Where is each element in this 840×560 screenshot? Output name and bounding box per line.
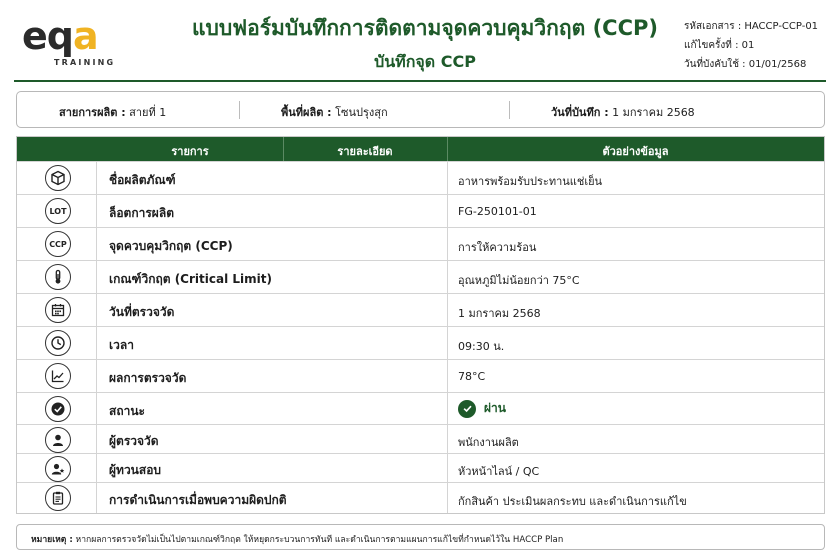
table-row [17, 326, 824, 359]
production-area-label: พื้นที่ผลิต : [281, 106, 332, 119]
box-icon [45, 165, 71, 191]
remark-box [16, 524, 825, 550]
record-date-info [551, 103, 695, 121]
status-value: ผ่าน [484, 401, 506, 415]
production-line-info [59, 103, 166, 121]
record-date-label: วันที่บันทึก : [551, 106, 609, 119]
production-line-label: สายการผลิต : [59, 106, 126, 119]
row-label: เกณฑ์วิกฤต (Critical Limit) [109, 272, 272, 286]
table-row [17, 424, 824, 453]
check-circle-icon [45, 396, 71, 422]
table-row [17, 453, 824, 482]
ccp-record-table [16, 136, 825, 514]
row-value: อุณหภูมิไม่น้อยกว่า 75°C [458, 274, 580, 287]
page-subtitle: บันทึกจุด CCP [374, 52, 476, 71]
logo-subtitle: TRAINING [54, 58, 116, 67]
info-divider [509, 101, 510, 119]
logo-word: eq [22, 14, 73, 58]
row-label: จุดควบคุมวิกฤต (CCP) [109, 239, 233, 253]
table-row [17, 227, 824, 260]
row-value: 1 มกราคม 2568 [458, 307, 541, 320]
row-value: หัวหน้าไลน์ / QC [458, 465, 540, 478]
ccp-icon: CCP [45, 231, 71, 257]
logo-word-accent: a [72, 14, 98, 58]
page-title: แบบฟอร์มบันทึกการติดตามจุดควบคุมวิกฤต (CCP) [192, 16, 658, 40]
document-effective-date: วันที่บังคับใช้ : 01/01/2568 [684, 59, 807, 70]
row-label: ผู้ทวนสอบ [109, 463, 162, 477]
status-badge [458, 399, 506, 418]
table-header [17, 137, 824, 161]
row-value: การให้ความร้อน [458, 241, 537, 254]
row-value: 09:30 น. [458, 340, 505, 353]
production-area-info [281, 103, 388, 121]
table-row [17, 293, 824, 326]
pass-check-icon [458, 400, 476, 418]
row-value: อาหารพร้อมรับประทานแช่เย็น [458, 175, 603, 188]
row-value: 78°C [458, 370, 486, 383]
reviewer-icon [45, 456, 71, 482]
remark-text: หากผลการตรวจวัดไม่เป็นไปตามเกณฑ์วิกฤต ให้หยุดกระบวนการทันที และดำเนินการตามแผนการแก้ไขที่กำหนดไว้ใน HACCP Plan [75, 535, 564, 545]
row-label: ผู้ตรวจวัด [109, 434, 159, 448]
clipboard-icon [45, 485, 71, 511]
row-label: ชื่อผลิตภัณฑ์ [109, 173, 176, 187]
document-code: รหัสเอกสาร : HACCP-CCP-01 [684, 21, 819, 32]
clock-icon [45, 330, 71, 356]
row-value: พนักงานผลิต [458, 436, 519, 449]
column-header-item: รายการ [171, 145, 209, 158]
document-header [0, 0, 840, 82]
eqa-training-logo [22, 16, 122, 68]
row-label: ผลการตรวจวัด [109, 371, 187, 385]
production-area-value: โซนปรุงสุก [335, 106, 388, 119]
document-revision: แก้ไขครั้งที่ : 01 [684, 40, 755, 51]
row-label: วันที่ตรวจวัด [109, 305, 175, 319]
lot-icon: LOT [45, 198, 71, 224]
row-value: กักสินค้า ประเมินผลกระทบ และดำเนินการแก้ไข [458, 495, 687, 508]
thermometer-icon [45, 264, 71, 290]
remark-label: หมายเหตุ : [31, 535, 73, 545]
column-header-detail: รายละเอียด [337, 145, 393, 158]
table-row [17, 482, 824, 513]
column-header-example: ตัวอย่างข้อมูล [602, 145, 669, 158]
table-row [17, 392, 824, 424]
header-divider [14, 80, 826, 82]
row-label: เวลา [109, 338, 134, 352]
table-row [17, 194, 824, 227]
row-value: FG-250101-01 [458, 205, 537, 218]
info-divider [239, 101, 240, 119]
table-row [17, 161, 824, 194]
production-line-value: สายที่ 1 [129, 106, 167, 119]
info-bar [16, 91, 825, 128]
table-row [17, 260, 824, 293]
row-label: การดำเนินการเมื่อพบความผิดปกติ [109, 493, 287, 507]
document-meta [684, 17, 818, 74]
chart-icon [45, 363, 71, 389]
row-label: สถานะ [109, 404, 145, 418]
person-icon [45, 427, 71, 453]
record-date-value: 1 มกราคม 2568 [612, 106, 695, 119]
calendar-icon [45, 297, 71, 323]
row-label: ล็อตการผลิต [109, 206, 174, 220]
table-row [17, 359, 824, 392]
